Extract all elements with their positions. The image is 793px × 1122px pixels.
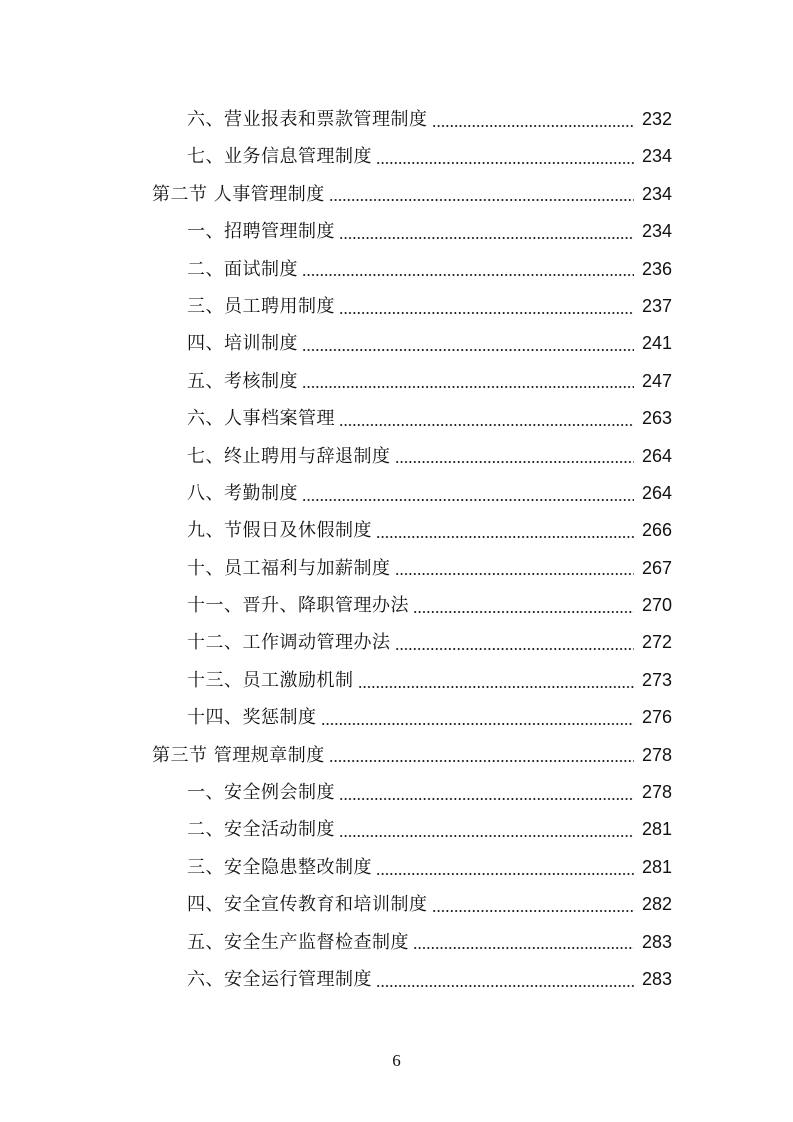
- toc-entry-title: 五、安全生产监督检查制度: [187, 931, 409, 953]
- toc-entry-page: 276: [641, 707, 672, 728]
- toc-dot-leader: [339, 237, 634, 239]
- toc-entry-title: 十二、工作调动管理办法: [187, 632, 391, 654]
- toc-entry-title: 八、考勤制度: [187, 482, 298, 504]
- toc-dot-leader: [376, 873, 634, 875]
- toc-section-entry[interactable]: [0, 176, 793, 213]
- toc-entry[interactable]: [0, 475, 793, 512]
- toc-dot-leader: [302, 386, 634, 388]
- toc-entry[interactable]: [0, 811, 793, 848]
- toc-entry-page: 241: [641, 333, 672, 354]
- toc-entry-page: 281: [641, 819, 672, 840]
- toc-dot-leader: [432, 125, 635, 127]
- toc-dot-leader: [302, 499, 634, 501]
- toc-entry[interactable]: [0, 886, 793, 923]
- toc-dot-leader: [302, 349, 634, 351]
- toc-dot-leader: [339, 835, 634, 837]
- toc-entry[interactable]: [0, 400, 793, 437]
- toc-entry-title: 十、员工福利与加薪制度: [187, 557, 391, 579]
- toc-dot-leader: [413, 947, 634, 949]
- toc-entry-page: 236: [641, 258, 672, 279]
- toc-entry-page: 263: [641, 408, 672, 429]
- toc-entry[interactable]: [0, 624, 793, 661]
- toc-dot-leader: [376, 162, 634, 164]
- toc-entry-page: 266: [641, 520, 672, 541]
- toc-entry-page: 283: [641, 968, 672, 989]
- toc-entry-title: 一、安全例会制度: [187, 782, 335, 804]
- toc-entry-page: 264: [641, 445, 672, 466]
- toc-entry-title: 三、安全隐患整改制度: [187, 856, 372, 878]
- toc-dot-leader: [432, 910, 635, 912]
- toc-entry-title: 七、终止聘用与辞退制度: [187, 445, 391, 467]
- toc-entry-title: 二、面试制度: [187, 258, 298, 280]
- toc-entry-title: 七、业务信息管理制度: [187, 146, 372, 168]
- toc-dot-leader: [358, 686, 635, 688]
- toc-dot-leader: [329, 199, 634, 201]
- toc-entry-title: 第二节 人事管理制度: [152, 183, 325, 205]
- toc-entry[interactable]: [0, 138, 793, 175]
- toc-entry[interactable]: [0, 101, 793, 138]
- toc-entry[interactable]: [0, 961, 793, 998]
- toc-entry[interactable]: [0, 363, 793, 400]
- toc-entry[interactable]: [0, 251, 793, 288]
- toc-entry-title: 六、安全运行管理制度: [187, 968, 372, 990]
- toc-entry[interactable]: [0, 288, 793, 325]
- toc-dot-leader: [329, 760, 634, 762]
- toc-entry[interactable]: [0, 587, 793, 624]
- toc-entry[interactable]: [0, 512, 793, 549]
- toc-dot-leader: [339, 424, 634, 426]
- toc-entry-page: 232: [641, 109, 672, 129]
- toc-dot-leader: [395, 461, 635, 463]
- toc-entry-page: 267: [641, 557, 672, 578]
- toc-entry-title: 十四、奖惩制度: [187, 707, 317, 729]
- toc-dot-leader: [321, 723, 635, 725]
- toc-entry[interactable]: [0, 699, 793, 736]
- toc-entry-page: 237: [641, 295, 672, 316]
- toc-entry-title: 一、招聘管理制度: [187, 221, 335, 243]
- toc-entry-page: 247: [641, 370, 672, 391]
- toc-entry-title: 六、人事档案管理: [187, 408, 335, 430]
- toc-entry[interactable]: [0, 325, 793, 362]
- toc-entry-title: 二、安全活动制度: [187, 819, 335, 841]
- toc-entry-page: 282: [641, 894, 672, 915]
- toc-entry-page: 234: [641, 146, 672, 167]
- toc-entry-page: 270: [641, 595, 672, 616]
- toc-entry-page: 234: [641, 221, 672, 242]
- toc-entry-title: 第三节 管理规章制度: [152, 744, 325, 766]
- toc-dot-leader: [413, 611, 634, 613]
- page-number: 6: [392, 1051, 401, 1070]
- toc-entry[interactable]: [0, 849, 793, 886]
- toc-entry[interactable]: [0, 774, 793, 811]
- toc-entry-page: 273: [641, 669, 672, 690]
- toc-entry[interactable]: [0, 438, 793, 475]
- toc-entry-title: 十一、晋升、降职管理办法: [187, 595, 409, 617]
- toc-entry[interactable]: [0, 924, 793, 961]
- toc-dot-leader: [376, 536, 634, 538]
- toc-dot-leader: [339, 312, 634, 314]
- toc-entry-title: 五、考核制度: [187, 370, 298, 392]
- toc-entry[interactable]: [0, 550, 793, 587]
- toc-entry[interactable]: [0, 662, 793, 699]
- toc-entry-title: 六、营业报表和票款管理制度: [187, 109, 428, 130]
- toc-entry-page: 278: [641, 782, 672, 803]
- toc-dot-leader: [395, 573, 635, 575]
- toc-dot-leader: [339, 798, 634, 800]
- toc-entry-page: 234: [641, 183, 672, 204]
- toc-entry[interactable]: [0, 213, 793, 250]
- toc-entry-page: 264: [641, 482, 672, 503]
- toc-section-entry[interactable]: [0, 737, 793, 774]
- toc-dot-leader: [302, 274, 634, 276]
- toc-dot-leader: [376, 985, 634, 987]
- toc-entry-page: 272: [641, 632, 672, 653]
- toc-entry-title: 三、员工聘用制度: [187, 295, 335, 317]
- table-of-contents: [0, 101, 793, 998]
- toc-entry-page: 283: [641, 931, 672, 952]
- toc-entry-page: 281: [641, 856, 672, 877]
- toc-entry-title: 十三、员工激励机制: [187, 669, 354, 691]
- toc-entry-title: 四、安全宣传教育和培训制度: [187, 894, 428, 916]
- toc-entry-page: 278: [641, 744, 672, 765]
- toc-entry-title: 九、节假日及休假制度: [187, 520, 372, 542]
- toc-entry-title: 四、培训制度: [187, 333, 298, 355]
- toc-dot-leader: [395, 648, 635, 650]
